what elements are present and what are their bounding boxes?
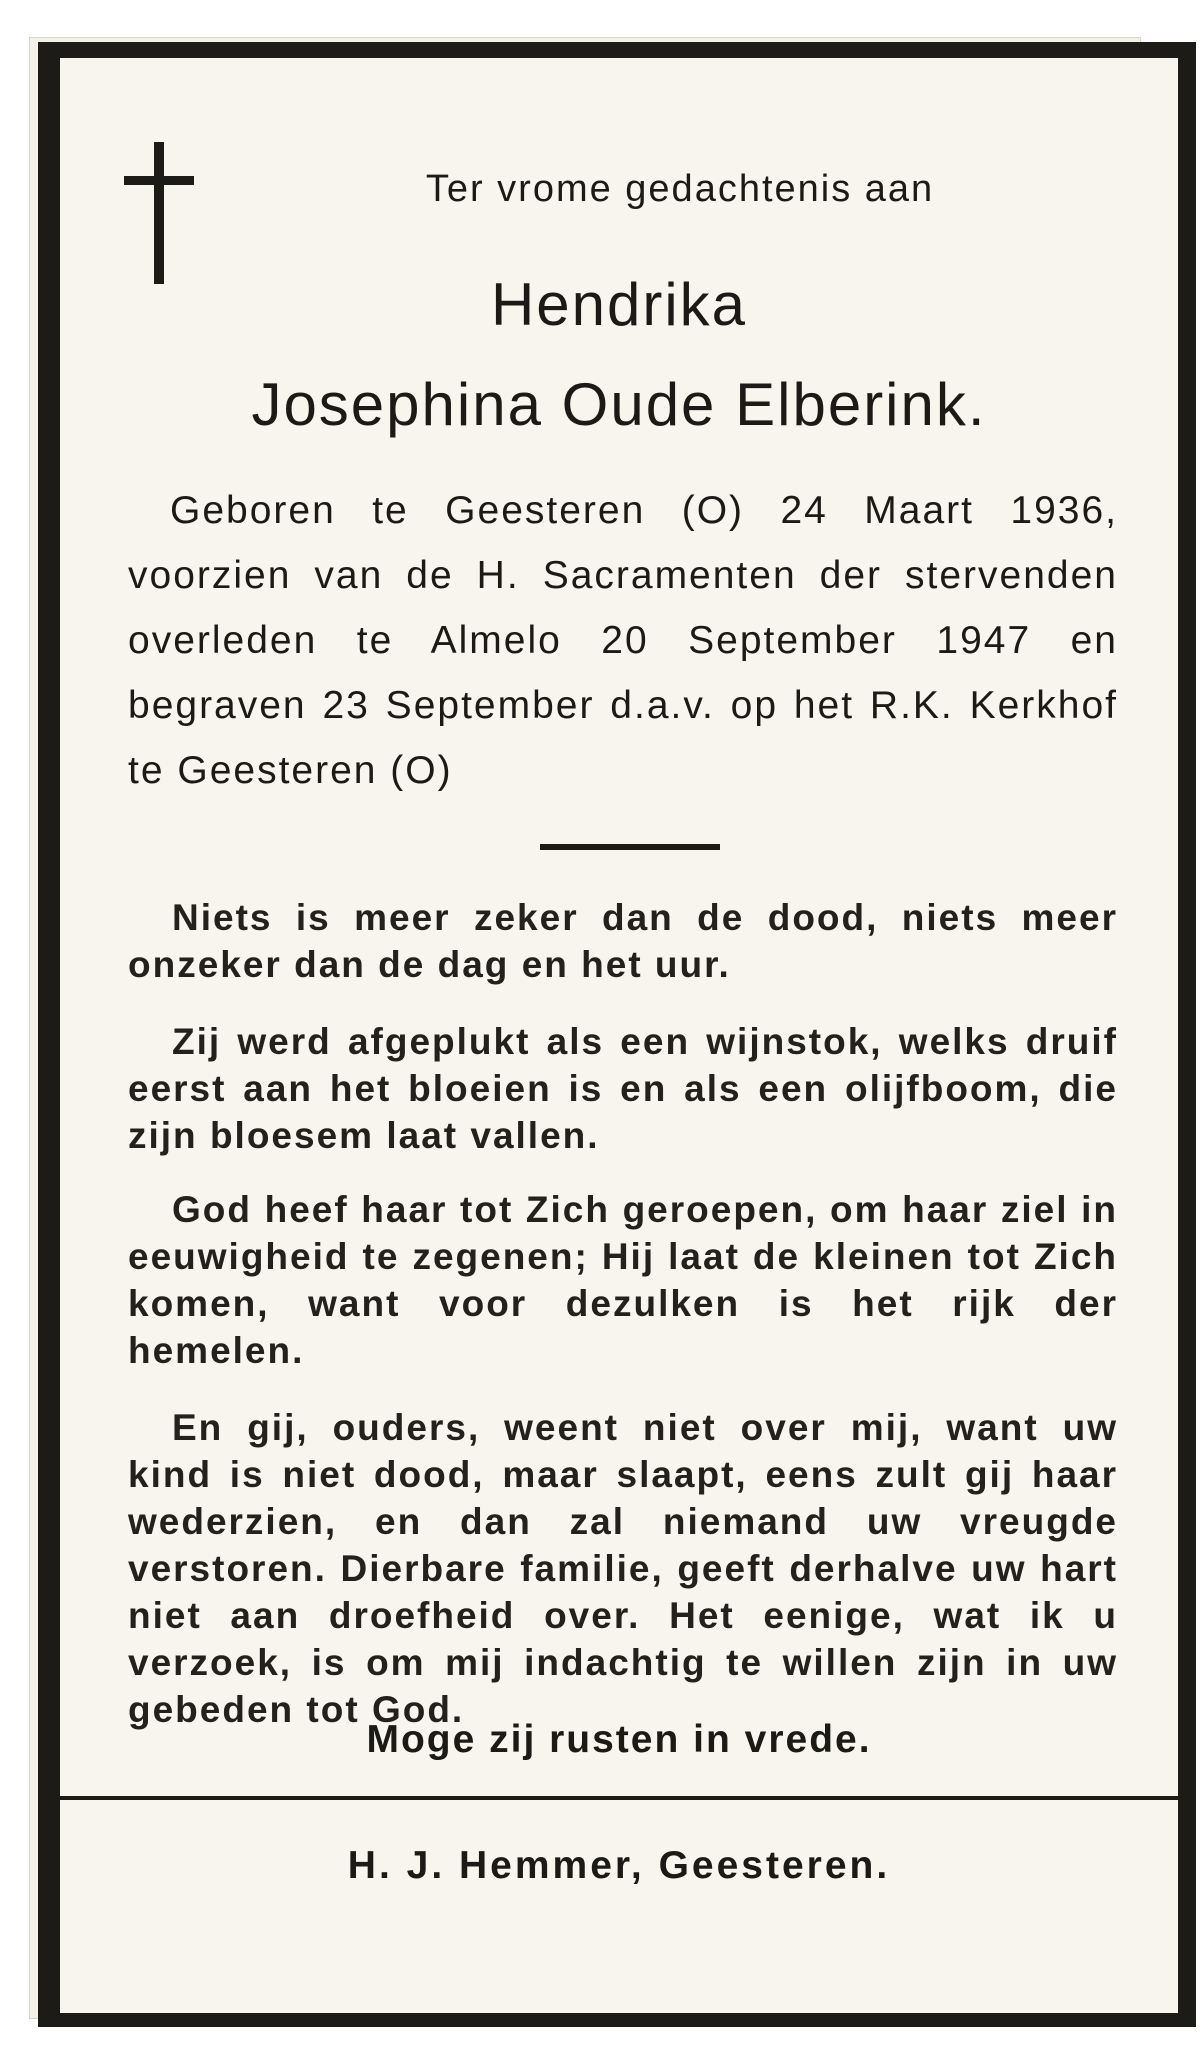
intro-text: Ter vrome gedachtenis aan: [425, 168, 935, 210]
card-inner: [60, 58, 1178, 2013]
printer-credit: H. J. Hemmer, Geesteren.: [347, 1844, 891, 1887]
deceased-full-name: Josephina Oude Elberink.: [251, 371, 987, 438]
verse-paragraph-4: En gij, ouders, weent niet over mij, want uw kind is niet dood, maar slaapt, eens zult gij haar wederzien, en dan zal niemand uw vreugde verstoren. Dierbare familie, geeft derhalve uw hart niet aan droefheid over. Het eenige, wat ik u verzoek, is om mij indachtig te willen zijn in uw gebeden tot God.: [128, 1407, 1118, 1730]
cross-icon: [124, 142, 194, 284]
deceased-first-name: Hendrika: [490, 271, 748, 338]
verse-paragraph-2: Zij werd afgeplukt als een wijnstok, welks druif eerst aan het bloeien is en als een olijfboom, die zijn bloesem laat vallen.: [128, 1021, 1118, 1156]
biography-text: Geboren te Geesteren (O) 24 Maart 1936, voorzien van de H. Sacramenten der stervenden overleden te Almelo 20 September 1947 en begraven 23 September d.a.v. op het R.K. Kerkhof te Geesteren (O): [128, 489, 1118, 792]
divider-long: [60, 1796, 1178, 1800]
verse-paragraph-3: God heef haar tot Zich geroepen, om haar ziel in eeuwigheid te zegenen; Hij laat de kleinen tot Zich komen, want voor dezulken is het rijk der hemelen.: [128, 1189, 1118, 1371]
divider-short: [540, 844, 720, 850]
memorial-card: [38, 42, 1196, 2027]
verse-paragraph-1: Niets is meer zeker dan de dood, niets meer onzeker dan de dag en het uur.: [128, 897, 1118, 985]
cross-vertical-bar: [154, 142, 164, 284]
cross-horizontal-bar: [124, 176, 194, 185]
closing-line: Moge zij rusten in vrede.: [366, 1718, 872, 1761]
